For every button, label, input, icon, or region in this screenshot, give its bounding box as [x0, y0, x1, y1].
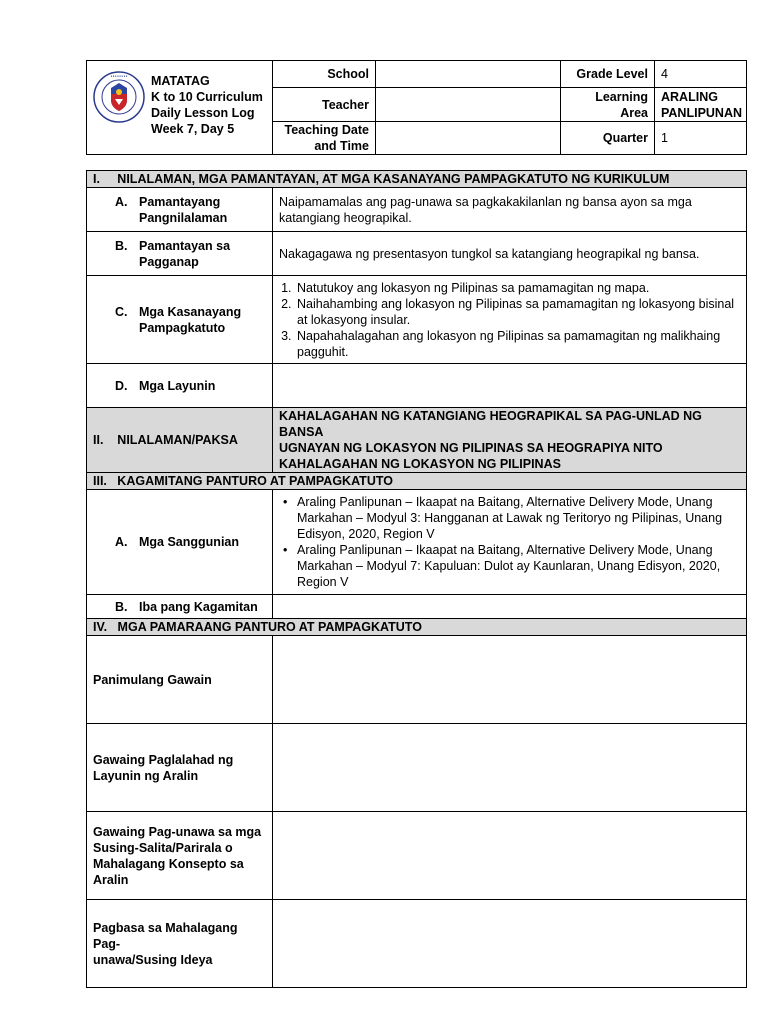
label-cell [87, 364, 273, 408]
activity-label-line: Pagbasa sa Mahalagang Pag- [93, 920, 238, 951]
teaching-date-label-line-2: and Time [314, 139, 369, 153]
section-4-header [87, 619, 747, 636]
item-letter: B. [115, 238, 128, 253]
item-letter: B. [115, 599, 128, 614]
competency-item: 1. Natutukoy ang lokasyon ng Pilipinas sa pamamagitan ng mapa. [295, 280, 740, 296]
grade-level-label: Grade Level [561, 61, 655, 88]
label-cell [87, 490, 273, 595]
school-value[interactable] [376, 61, 561, 88]
row-iba-pang-kagamitan [87, 595, 747, 619]
gawaing-paglalahad-content[interactable] [273, 724, 747, 812]
activity-label-line: Panimulang Gawain [93, 672, 212, 687]
section-4-title: IV. MGA PAMARAANG PANTURO AT PAMPAGKATUTO [87, 619, 747, 636]
header-table [86, 60, 747, 155]
row-gawaing-paglalahad [87, 724, 747, 812]
activity-label-line: Layunin ng Aralin [93, 768, 199, 783]
label-cell [87, 812, 273, 900]
item-letter: D. [115, 378, 128, 393]
row-pamantayang-pangnilalaman [87, 188, 747, 232]
activity-label-line: unawa/Susing Ideya [93, 952, 213, 967]
quarter-label: Quarter [561, 122, 655, 155]
pagbasa-content[interactable] [273, 900, 747, 988]
item-label-line: Mga Kasanayang [139, 304, 242, 319]
item-label-line: Pampagkatuto [139, 320, 226, 335]
title-line-2: K to 10 Curriculum [151, 90, 263, 104]
section-1-header [87, 171, 747, 188]
school-label: School [273, 61, 376, 88]
row-mga-kasanayang-pampagkatuto [87, 276, 747, 364]
reference-item: • Araling Panlipunan – Ikaapat na Baitang, Alternative Delivery Mode, Unang Markahan – Modyul 7: Kapuluan: Dulot ay Kaunlaran, Unang Edisyon, 2020, Region V [291, 542, 740, 590]
item-letter: C. [115, 304, 128, 319]
section-3-header [87, 473, 747, 490]
teacher-value[interactable] [376, 88, 561, 122]
item-label-line: Pamantayang [139, 194, 221, 209]
quarter-value[interactable]: 1 [655, 122, 747, 155]
deped-seal-icon [93, 71, 145, 123]
row-pagbasa [87, 900, 747, 988]
pamantayan-sa-pagganap-content[interactable]: Nakagagawa ng presentasyon tungkol sa katangiang heograpikal ng bansa. [273, 232, 747, 276]
pamantayang-pangnilalaman-content[interactable]: Naipamamalas ang pag-unawa sa pagkakakilanlan ng bansa ayon sa mga katangiang heograpikal. [273, 188, 747, 232]
label-cell [87, 724, 273, 812]
activity-label-line: Gawaing Paglalahad ng [93, 752, 234, 767]
row-gawaing-pag-unawa [87, 812, 747, 900]
svg-text:••••••••: •••••••• [110, 74, 128, 79]
item-label-line: Pamantayan sa [139, 238, 231, 253]
section-1-title: I. NILALAMAN, MGA PAMANTAYAN, AT MGA KASANAYANG PAMPAGKATUTO NG KURIKULUM [87, 171, 747, 188]
label-cell [87, 232, 273, 276]
row-panimulang-gawain [87, 636, 747, 724]
label-cell [87, 595, 273, 619]
learning-area-value-line-2: PANLIPUNAN [661, 105, 743, 120]
label-cell [87, 636, 273, 724]
teacher-label: Teacher [273, 88, 376, 122]
row-mga-layunin [87, 364, 747, 408]
item-letter: A. [115, 535, 128, 549]
iba-pang-kagamitan-content[interactable] [273, 595, 747, 619]
title-line-1: MATATAG [151, 74, 210, 88]
mga-kasanayang-pampagkatuto-content[interactable] [273, 276, 747, 364]
gawaing-pag-unawa-content[interactable] [273, 812, 747, 900]
section-2-row [87, 408, 747, 473]
teaching-date-value[interactable] [376, 122, 561, 155]
competency-item: 2. Naihahambing ang lokasyon ng Pilipinas sa pamamagitan ng lokasyong bisinal at lokasyong insular. [295, 296, 740, 328]
lesson-log-table [86, 170, 747, 988]
activity-label-line: Gawaing Pag-unawa sa mga [93, 824, 262, 839]
section-3-title: III. KAGAMITANG PANTURO AT PAMPAGKATUTO [87, 473, 747, 490]
item-label-line: Pagganap [139, 254, 199, 269]
label-cell [87, 276, 273, 364]
item-label-line: Pangnilalaman [139, 210, 228, 225]
mga-sanggunian-content[interactable] [273, 490, 747, 595]
panimulang-gawain-content[interactable] [273, 636, 747, 724]
learning-area-value[interactable] [655, 88, 747, 122]
item-label-line: Mga Layunin [139, 378, 216, 393]
mga-layunin-content[interactable] [273, 364, 747, 408]
learning-area-label-line-1: Learning [595, 89, 648, 104]
competency-item: 3. Napahahalagahan ang lokasyon ng Pilipinas sa pamamagitan ng malikhaing pagguhit. [295, 328, 740, 360]
teaching-date-label-line-1: Teaching Date [284, 123, 369, 137]
title-line-3: Daily Lesson Log [151, 106, 255, 120]
label-cell [87, 188, 273, 232]
row-pamantayan-sa-pagganap [87, 232, 747, 276]
row-mga-sanggunian [87, 490, 747, 595]
title-line-4: Week 7, Day 5 [151, 122, 235, 136]
item-label-line: Mga Sanggunian [139, 535, 239, 549]
section-2-label: II. NILALAMAN/PAKSA [87, 408, 273, 473]
grade-level-value[interactable]: 4 [655, 61, 747, 88]
activity-label-line: Susing-Salita/Parirala o [93, 840, 233, 855]
activity-label-line: Aralin [93, 872, 129, 887]
learning-area-value-line-1: ARALING [661, 89, 718, 104]
section-2-content [273, 408, 747, 473]
teaching-date-label [273, 122, 376, 155]
header-logo-cell [87, 61, 273, 155]
activity-label-line: Mahalagang Konsepto sa [93, 856, 244, 871]
header-title [151, 73, 263, 137]
topic-line: KAHALAGAHAN NG KATANGIANG HEOGRAPIKAL SA PAG-UNLAD NG BANSA [279, 409, 702, 439]
learning-area-label-line-2: Area [620, 105, 648, 120]
reference-item: • Araling Panlipunan – Ikaapat na Baitang, Alternative Delivery Mode, Unang Markahan – Modyul 3: Hangganan at Lawak ng Teritoryo ng Pilipinas, Unang Edisyon, 2020, Region V [291, 494, 740, 542]
item-letter: A. [115, 194, 128, 209]
learning-area-label [561, 88, 655, 122]
item-label-line: Iba pang Kagamitan [139, 599, 258, 614]
label-cell [87, 900, 273, 988]
topic-line: KAHALAGAHAN NG LOKASYON NG PILIPINAS [279, 457, 561, 471]
topic-line: UGNAYAN NG LOKASYON NG PILIPINAS SA HEOGRAPIYA NITO [279, 441, 663, 455]
